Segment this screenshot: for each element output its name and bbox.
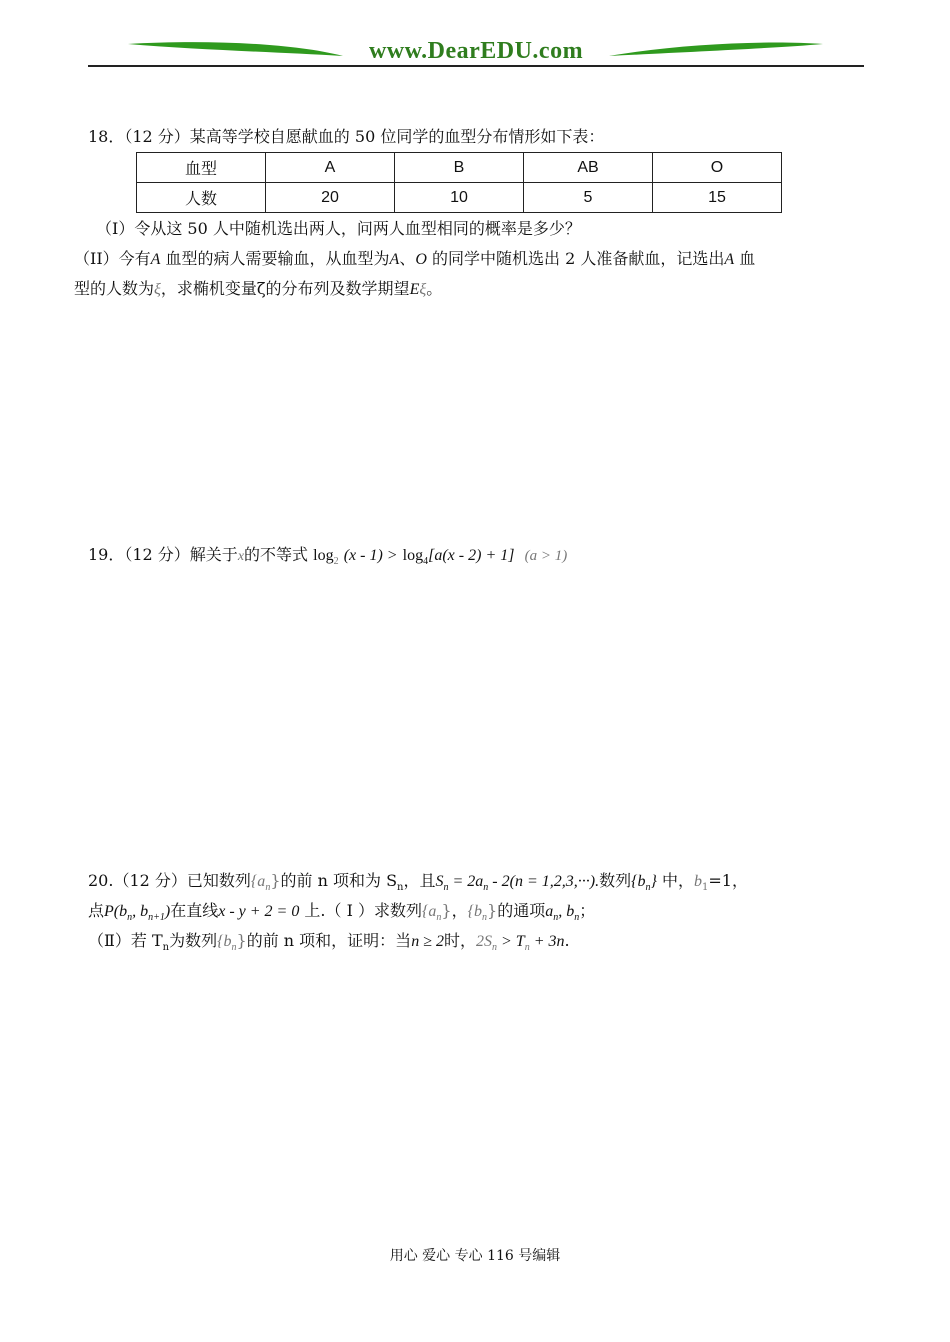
q20-line1: 20.（12 分）已知数列$\{a_n\}$的前 n 项和为 $S_n$，且$S_n = 2a_n - 2(n = 1,2,3,\cdot\cdot\cdot)$.数列$\{b_n\}$ 中，$b_1=1$， xyxy=(88,871,748,894)
q20-line2: 点$P(b_n$, $b_{n+1}$)在直线x - y + 2 = 0 上.（ Ⅰ ）求数列$\{a_n\}$，$\{b_n\}$的通项$a_n$, $b_n$； xyxy=(88,901,596,924)
table-row xyxy=(137,183,782,213)
table-cell: AB xyxy=(524,153,653,183)
header-rule xyxy=(88,65,864,67)
site-logo-text[interactable]: www.DearEDU.com xyxy=(368,38,584,64)
blood-type-table xyxy=(136,152,782,213)
table-cell: 15 xyxy=(653,183,782,213)
q18-intro: 18．（12 分）某高等学校自愿献血的 50 位同学的血型分布情形如下表： xyxy=(88,127,605,146)
table-cell: B xyxy=(395,153,524,183)
q20-line3: （Ⅱ）若 $T_n$为数列$\{b_n\}$的前 n 项和，证明：当n ≥ 2时，$2S_n > T_n + 3n$. xyxy=(88,931,570,954)
table-cell: A xyxy=(266,153,395,183)
q18-part1: （I）令从这 50 人中随机选出两人，问两人血型相同的概率是多少？ xyxy=(96,219,581,238)
table-cell: 20 xyxy=(266,183,395,213)
table-cell: 5 xyxy=(524,183,653,213)
q18-part2-line2: 型的人数为ξ，求椭机变量ζ的分布列及数学期望Eξ。 xyxy=(74,279,443,298)
table-cell: O xyxy=(653,153,782,183)
table-header-cell: 人数 xyxy=(137,183,266,213)
table-cell: 10 xyxy=(395,183,524,213)
table-header-cell: 血型 xyxy=(137,153,266,183)
table-row xyxy=(137,153,782,183)
page-footer: 用心 爱心 专心 116 号编辑 xyxy=(389,1248,561,1264)
page-header xyxy=(88,36,864,72)
q18-part2-line1: （II）今有A 血型的病人需要输血，从血型为A、O 的同学中随机选出 2 人准备献血，记选出A 血 xyxy=(74,249,756,268)
q19-statement: 19．（12 分）解关于x的不等式 $\log_2 (x - 1) > \log_4[a(x - 2) + 1] (a > 1)$ xyxy=(88,545,568,568)
